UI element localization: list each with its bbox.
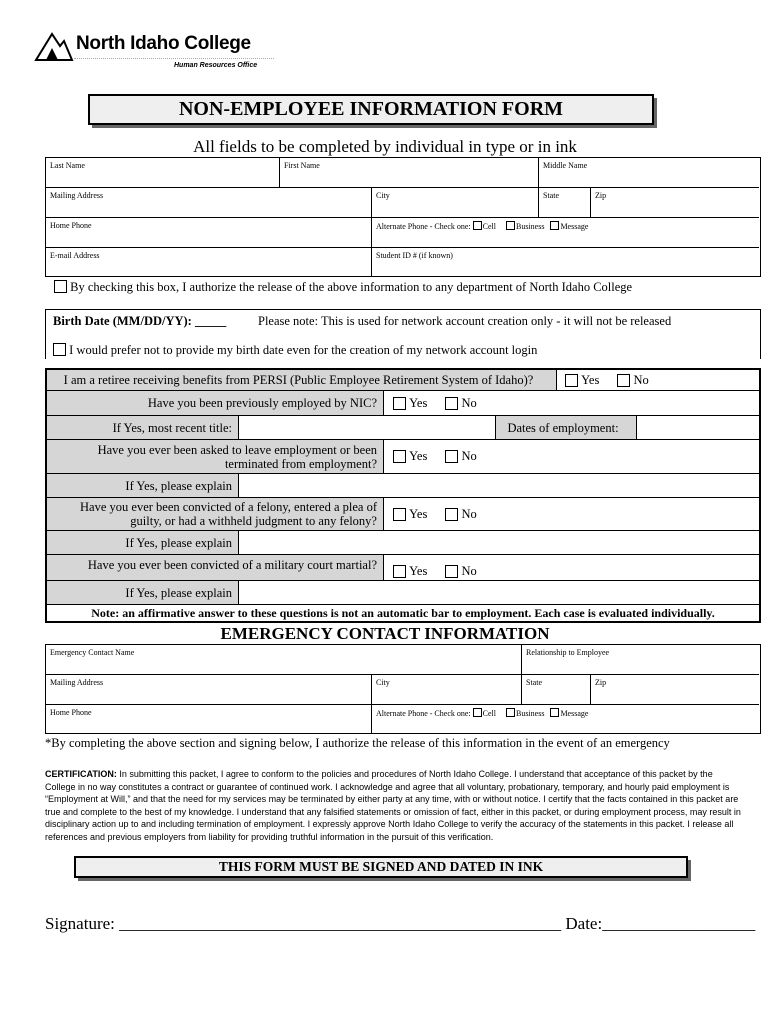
felony-no-checkbox[interactable] bbox=[445, 508, 458, 521]
emergency-state-field[interactable]: State bbox=[522, 675, 591, 705]
terminated-question: Have you ever been asked to leave employment or been terminated from employment? bbox=[47, 440, 384, 473]
home-phone-field[interactable]: Home Phone bbox=[46, 218, 372, 248]
court-martial-row: Have you ever been convicted of a military court martial? Yes No bbox=[47, 555, 759, 581]
form-subtitle: All fields to be completed by individual in type or in ink bbox=[193, 137, 577, 156]
message-checkbox[interactable] bbox=[550, 221, 559, 230]
felony-row: Have you ever been convicted of a felony, entered a plea of guilty, or had a withheld judgment to any felony? Yes No bbox=[47, 498, 759, 531]
explain-input-3[interactable] bbox=[239, 581, 759, 604]
college-logo bbox=[34, 30, 274, 80]
birth-date-note: Please note: This is used for network account creation only - it will not be released bbox=[258, 314, 672, 328]
previous-employment-question: Have you been previously employed by NIC? bbox=[47, 391, 384, 415]
recent-title-row bbox=[47, 416, 759, 440]
birth-date-box bbox=[45, 309, 761, 359]
sign-in-ink-banner: THIS FORM MUST BE SIGNED AND DATED IN INK bbox=[74, 856, 688, 878]
emergency-contact-name-field[interactable]: Emergency Contact Name bbox=[46, 645, 522, 675]
explain-row-3 bbox=[47, 581, 759, 605]
relationship-field[interactable]: Relationship to Employee bbox=[522, 645, 759, 675]
recent-title-input[interactable] bbox=[239, 416, 495, 439]
emergency-business-checkbox[interactable] bbox=[506, 708, 515, 717]
terminated-no-checkbox[interactable] bbox=[445, 450, 458, 463]
logo-divider bbox=[74, 58, 274, 59]
zip-field[interactable]: Zip bbox=[591, 188, 759, 218]
emergency-contact-table bbox=[45, 644, 761, 734]
emergency-section-title: EMERGENCY CONTACT INFORMATION bbox=[220, 624, 550, 643]
previous-no-checkbox[interactable] bbox=[445, 397, 458, 410]
emergency-alternate-phone-field[interactable]: Alternate Phone - Check one: Cell Business Message bbox=[376, 709, 589, 718]
department-name: Human Resources Office bbox=[174, 62, 258, 69]
date-label: Date: bbox=[565, 914, 603, 933]
state-field[interactable]: State bbox=[539, 188, 591, 218]
emergency-city-field[interactable]: City bbox=[372, 675, 522, 705]
emergency-zip-field[interactable]: Zip bbox=[591, 675, 759, 705]
signature-row bbox=[45, 914, 755, 934]
mailing-address-field[interactable]: Mailing Address bbox=[46, 188, 372, 218]
felony-yes-checkbox[interactable] bbox=[393, 508, 406, 521]
student-id-field[interactable]: Student ID # (if known) bbox=[376, 251, 453, 260]
authorize-release-checkbox[interactable] bbox=[54, 280, 67, 293]
city-field[interactable]: City bbox=[372, 188, 539, 218]
alternate-phone-field[interactable]: Alternate Phone - Check one: Cell Business Message bbox=[372, 218, 759, 248]
retiree-no-checkbox[interactable] bbox=[617, 374, 630, 387]
retiree-question: I am a retiree receiving benefits from PERSI (Public Employee Retirement System of Idaho)? bbox=[47, 370, 557, 390]
emergency-home-phone-field[interactable]: Home Phone bbox=[46, 705, 372, 733]
birth-decline-row: I would prefer not to provide my birth date even for the creation of my network account login bbox=[53, 343, 537, 358]
explain-label-2: If Yes, please explain bbox=[47, 531, 239, 554]
explain-input-2[interactable] bbox=[239, 531, 759, 554]
previous-yes-checkbox[interactable] bbox=[393, 397, 406, 410]
explain-row-2 bbox=[47, 531, 759, 555]
court-martial-no-checkbox[interactable] bbox=[445, 565, 458, 578]
retiree-row: I am a retiree receiving benefits from PERSI (Public Employee Retirement System of Idaho)? Yes No bbox=[47, 370, 759, 391]
retiree-yes-checkbox[interactable] bbox=[565, 374, 578, 387]
signature-input[interactable]: ____________________________________________________ bbox=[119, 914, 562, 933]
birth-decline-checkbox[interactable] bbox=[53, 343, 66, 356]
form-title-box bbox=[88, 94, 654, 125]
college-name: North Idaho College bbox=[76, 33, 251, 54]
affirmative-note: Note: an affirmative answer to these questions is not an automatic bar to employment. Each case is evaluated individually. bbox=[47, 605, 759, 621]
cell-checkbox[interactable] bbox=[473, 221, 482, 230]
emergency-authorize-text: *By completing the above section and signing below, I authorize the release of this information in the event of an emergency bbox=[45, 736, 670, 750]
terminated-row: Have you ever been asked to leave employment or been terminated from employment? Yes No bbox=[47, 440, 759, 474]
date-input[interactable]: __________________ bbox=[602, 914, 756, 933]
explain-row-1 bbox=[47, 474, 759, 498]
felony-question: Have you ever been convicted of a felony, entered a plea of guilty, or had a withheld judgment to any felony? bbox=[47, 498, 384, 530]
first-name-field[interactable]: First Name bbox=[280, 158, 539, 188]
dates-employment-input[interactable] bbox=[637, 416, 759, 439]
court-martial-question: Have you ever been convicted of a military court martial? bbox=[47, 555, 384, 580]
mountain-logo-icon bbox=[34, 30, 74, 62]
birth-date-label[interactable]: Birth Date (MM/DD/YY): _____ bbox=[53, 314, 227, 328]
certification-label: CERTIFICATION: bbox=[45, 769, 117, 779]
certification-text: In submitting this packet, I agree to conform to the policies and procedures of North Idaho College. I understand that acceptance of this packet by the College in no way constitutes a contract or guarantee of continued work. I acknowledge and agree that all voluntary, probationary, temporary, and hourly paid employment is “Employment at Will,” and that the need for my services may be terminated by either party at any time, with or without notice. I certify that the facts contained in this packet are true and complete to the best of my knowledge. I understand that any falsified statements or omission of fact, either in this packet, or during employment process, may result in disciplinary action up to and including termination of employment. I expressly approve North Idaho College to verify the accuracy of the statements in this packet. I release all references and previous employers from liability for providing truthful information in the pursuit of this verification. bbox=[45, 769, 741, 842]
emergency-mailing-address-field[interactable]: Mailing Address bbox=[46, 675, 372, 705]
personal-info-table bbox=[45, 157, 761, 277]
explain-input-1[interactable] bbox=[239, 474, 759, 497]
certification-paragraph bbox=[45, 768, 745, 844]
court-martial-yes-checkbox[interactable] bbox=[393, 565, 406, 578]
authorize-release-text: By checking this box, I authorize the release of the above information to any department of North Idaho College bbox=[70, 280, 633, 294]
middle-name-field[interactable]: Middle Name bbox=[539, 158, 759, 188]
business-checkbox[interactable] bbox=[506, 221, 515, 230]
emergency-cell-checkbox[interactable] bbox=[473, 708, 482, 717]
signature-label: Signature: bbox=[45, 914, 115, 933]
authorize-release-row bbox=[54, 280, 632, 295]
terminated-yes-checkbox[interactable] bbox=[393, 450, 406, 463]
previous-employment-row: Have you been previously employed by NIC? Yes No bbox=[47, 391, 759, 416]
explain-label-3: If Yes, please explain bbox=[47, 581, 239, 604]
form-title: NON-EMPLOYEE INFORMATION FORM bbox=[178, 98, 564, 120]
explain-label-1: If Yes, please explain bbox=[47, 474, 239, 497]
employment-questions bbox=[45, 368, 761, 623]
dates-employment-label: Dates of employment: bbox=[495, 416, 637, 439]
email-field[interactable]: E-mail Address bbox=[46, 248, 372, 276]
emergency-message-checkbox[interactable] bbox=[550, 708, 559, 717]
last-name-field[interactable]: Last Name bbox=[46, 158, 280, 188]
recent-title-label: If Yes, most recent title: bbox=[47, 416, 239, 439]
